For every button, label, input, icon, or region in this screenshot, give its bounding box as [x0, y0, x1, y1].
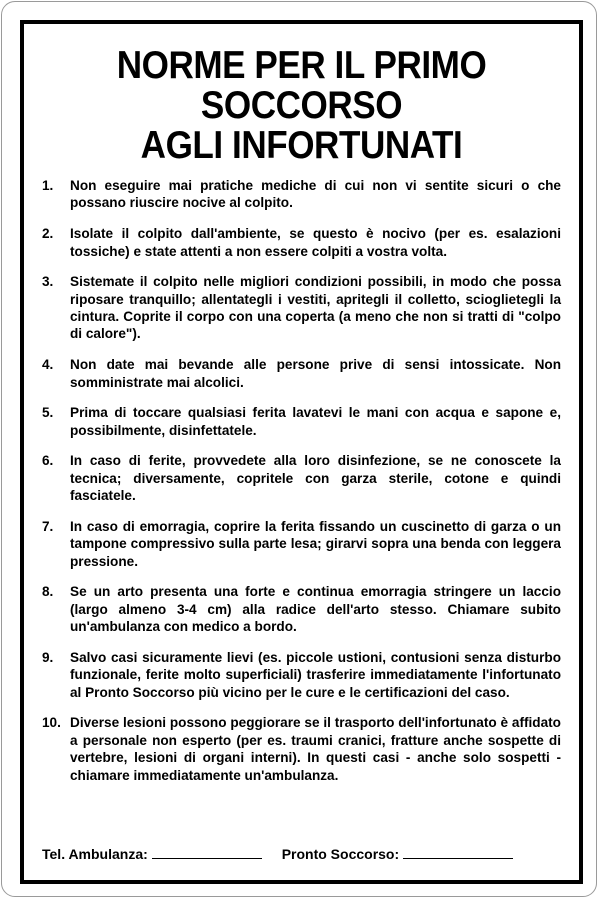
- ambulance-phone-field: [42, 845, 278, 863]
- ambulance-phone-label: Tel. Ambulanza:: [42, 846, 148, 862]
- ambulance-phone-blank-line: [152, 857, 262, 859]
- rule-item: [42, 273, 561, 343]
- rule-number: 2.: [42, 226, 54, 242]
- rule-text: Diverse lesioni possono peggiorare se il trasporto dell'infortunato è affidato a personale non esperto (per es. traumi cranici, fratture anche sospette di vertebre, lesioni di organi interni). In questi casi - anche solo sospetti - chiamare immediatamente un'ambulanza.: [70, 715, 561, 783]
- rule-number: 1.: [42, 178, 54, 193]
- rule-number: 8.: [42, 584, 54, 600]
- rule-item: [42, 518, 561, 570]
- rule-text: Non eseguire mai pratiche mediche di cui non vi sentite sicuri o che possano riuscire nocive al colpito.: [70, 178, 561, 211]
- rule-number: 5.: [42, 405, 54, 421]
- rule-number: 9.: [42, 649, 54, 665]
- first-aid-phone-label: Pronto Soccorso:: [281, 846, 400, 862]
- rule-text: In caso di ferite, provvedete alla loro disinfezione, se ne conoscete la tecnica; diversamente, copritele con garza sterile, cotone e quindi fasciatele.: [70, 453, 561, 504]
- rule-number: 6.: [42, 453, 54, 469]
- rule-text: Isolate il colpito dall'ambiente, se questo è nocivo (per es. esalazioni tossiche) e state attenti a non essere colpiti a vostra volta.: [70, 226, 561, 259]
- rule-item: [42, 649, 561, 701]
- sign-title-line-2: AGLI INFORTUNATI: [140, 124, 463, 167]
- first-aid-phone-field: [282, 845, 513, 863]
- rule-item: [42, 714, 561, 784]
- rule-item: [42, 452, 561, 504]
- rule-item: [42, 404, 561, 439]
- rule-text: Salvo casi sicuramente lievi (es. piccole ustioni, contusioni senza disturbo funzionale, ferite molto superficiali) trasferire immediatamente l'infortunato al Pronto Soccorso più vicino per le cure e le certificazioni del caso.: [70, 649, 561, 700]
- rule-item: [42, 225, 561, 260]
- sign-title: [52, 46, 552, 166]
- phone-footer: [42, 845, 561, 863]
- rule-text: Sistemate il colpito nelle migliori condizioni possibili, in modo che possa riposare tranquillo; allentategli i vestiti, apritegli il colletto, scioglietegli la cintura. Coprite il corpo con una coperta (a meno che non si tratti di "colpo di calore").: [70, 274, 561, 342]
- sign-title-line-1: NORME PER IL PRIMO SOCCORSO: [116, 44, 487, 127]
- rules-list: [42, 177, 561, 797]
- sign-panel: [1, 1, 597, 897]
- rule-item: [42, 177, 561, 212]
- rule-number: 10.: [42, 715, 61, 731]
- rule-number: 7.: [42, 518, 54, 534]
- rule-number: 4.: [42, 357, 54, 373]
- rule-text: Non date mai bevande alle persone prive di sensi intossicate. Non somministrate mai alcolici.: [70, 357, 561, 390]
- rule-text: Se un arto presenta una forte e continua emorragia stringere un laccio (largo almeno 3-4 cm) alla radice dell'arto stesso. Chiamare subito un'ambulanza con medico a bordo.: [70, 584, 561, 635]
- rule-item: [42, 356, 561, 391]
- rule-number: 3.: [42, 274, 54, 290]
- rule-text: In caso di emorragia, coprire la ferita fissando un cuscinetto di garza o un tampone compressivo sulla parte lesa; girarvi sopra una benda con leggera pressione.: [70, 518, 561, 569]
- rule-text: Prima di toccare qualsiasi ferita lavatevi le mani con acqua e sapone e, possibilmente, disinfettatele.: [70, 405, 561, 438]
- first-aid-phone-blank-line: [403, 857, 513, 859]
- sign-border-frame: [20, 20, 583, 884]
- rule-item: [42, 583, 561, 635]
